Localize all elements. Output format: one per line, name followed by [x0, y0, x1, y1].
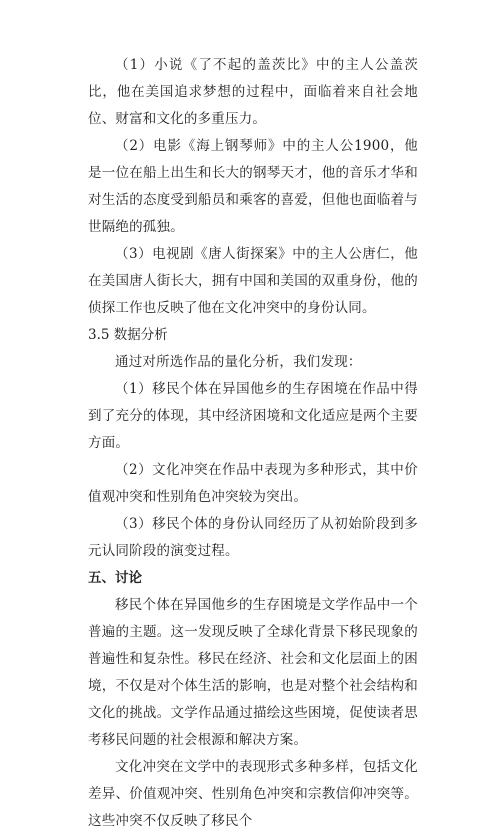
chapter-heading-discussion: 五、讨论 [88, 570, 142, 586]
paragraph-discussion-2: 文化冲突在文学中的表现形式多种多样，包括文化差异、价值观冲突、性别角色冲突和宗教信仰冲突等。这些冲突不仅反映了移民个 [88, 759, 418, 829]
paragraph-finding-2: （2）文化冲突在作品中表现为多种形式，其中价值观冲突和性别角色冲突较为突出。 [88, 462, 418, 505]
paragraph-tv-chinatown: （3）电视剧《唐人街探案》中的主人公唐仁，他在美国唐人街长大，拥有中国和美国的双重身份，他的侦探工作也反映了他在文化冲突中的身份认同。 [88, 246, 418, 316]
document-page [88, 52, 418, 835]
paragraph-discussion-1: 移民个体在异国他乡的生存困境是文学作品中一个普遍的主题。这一发现反映了全球化背景下移民现象的普遍性和复杂性。移民在经济、社会和文化层面上的困境，不仅是对个体生活的影响，也是对整个社会结构和文化的挑战。文学作品通过描绘这些困境，促使读者思考移民问题的社会根源和解决方案。 [88, 597, 418, 748]
paragraph-finding-1: （1）移民个体在异国他乡的生存困境在作品中得到了充分的体现，其中经济困境和文化适应是两个主要方面。 [88, 381, 418, 451]
paragraph-film-pianist: （2）电影《海上钢琴师》中的主人公1900，他是一位在船上出生和长大的钢琴天才，他的音乐才华和对生活的态度受到船员和乘客的喜爱，但他也面临着与世隔绝的孤独。 [88, 138, 418, 235]
paragraph-analysis-intro: 通过对所选作品的量化分析，我们发现： [115, 354, 362, 370]
paragraph-finding-3: （3）移民个体的身份认同经历了从初始阶段到多元认同阶段的演变过程。 [88, 516, 418, 559]
section-heading-data-analysis: 3.5 数据分析 [88, 327, 168, 343]
paragraph-novel-gatsby: （1）小说《了不起的盖茨比》中的主人公盖茨比，他在美国追求梦想的过程中，面临着来自社会地位、财富和文化的多重压力。 [88, 57, 418, 127]
